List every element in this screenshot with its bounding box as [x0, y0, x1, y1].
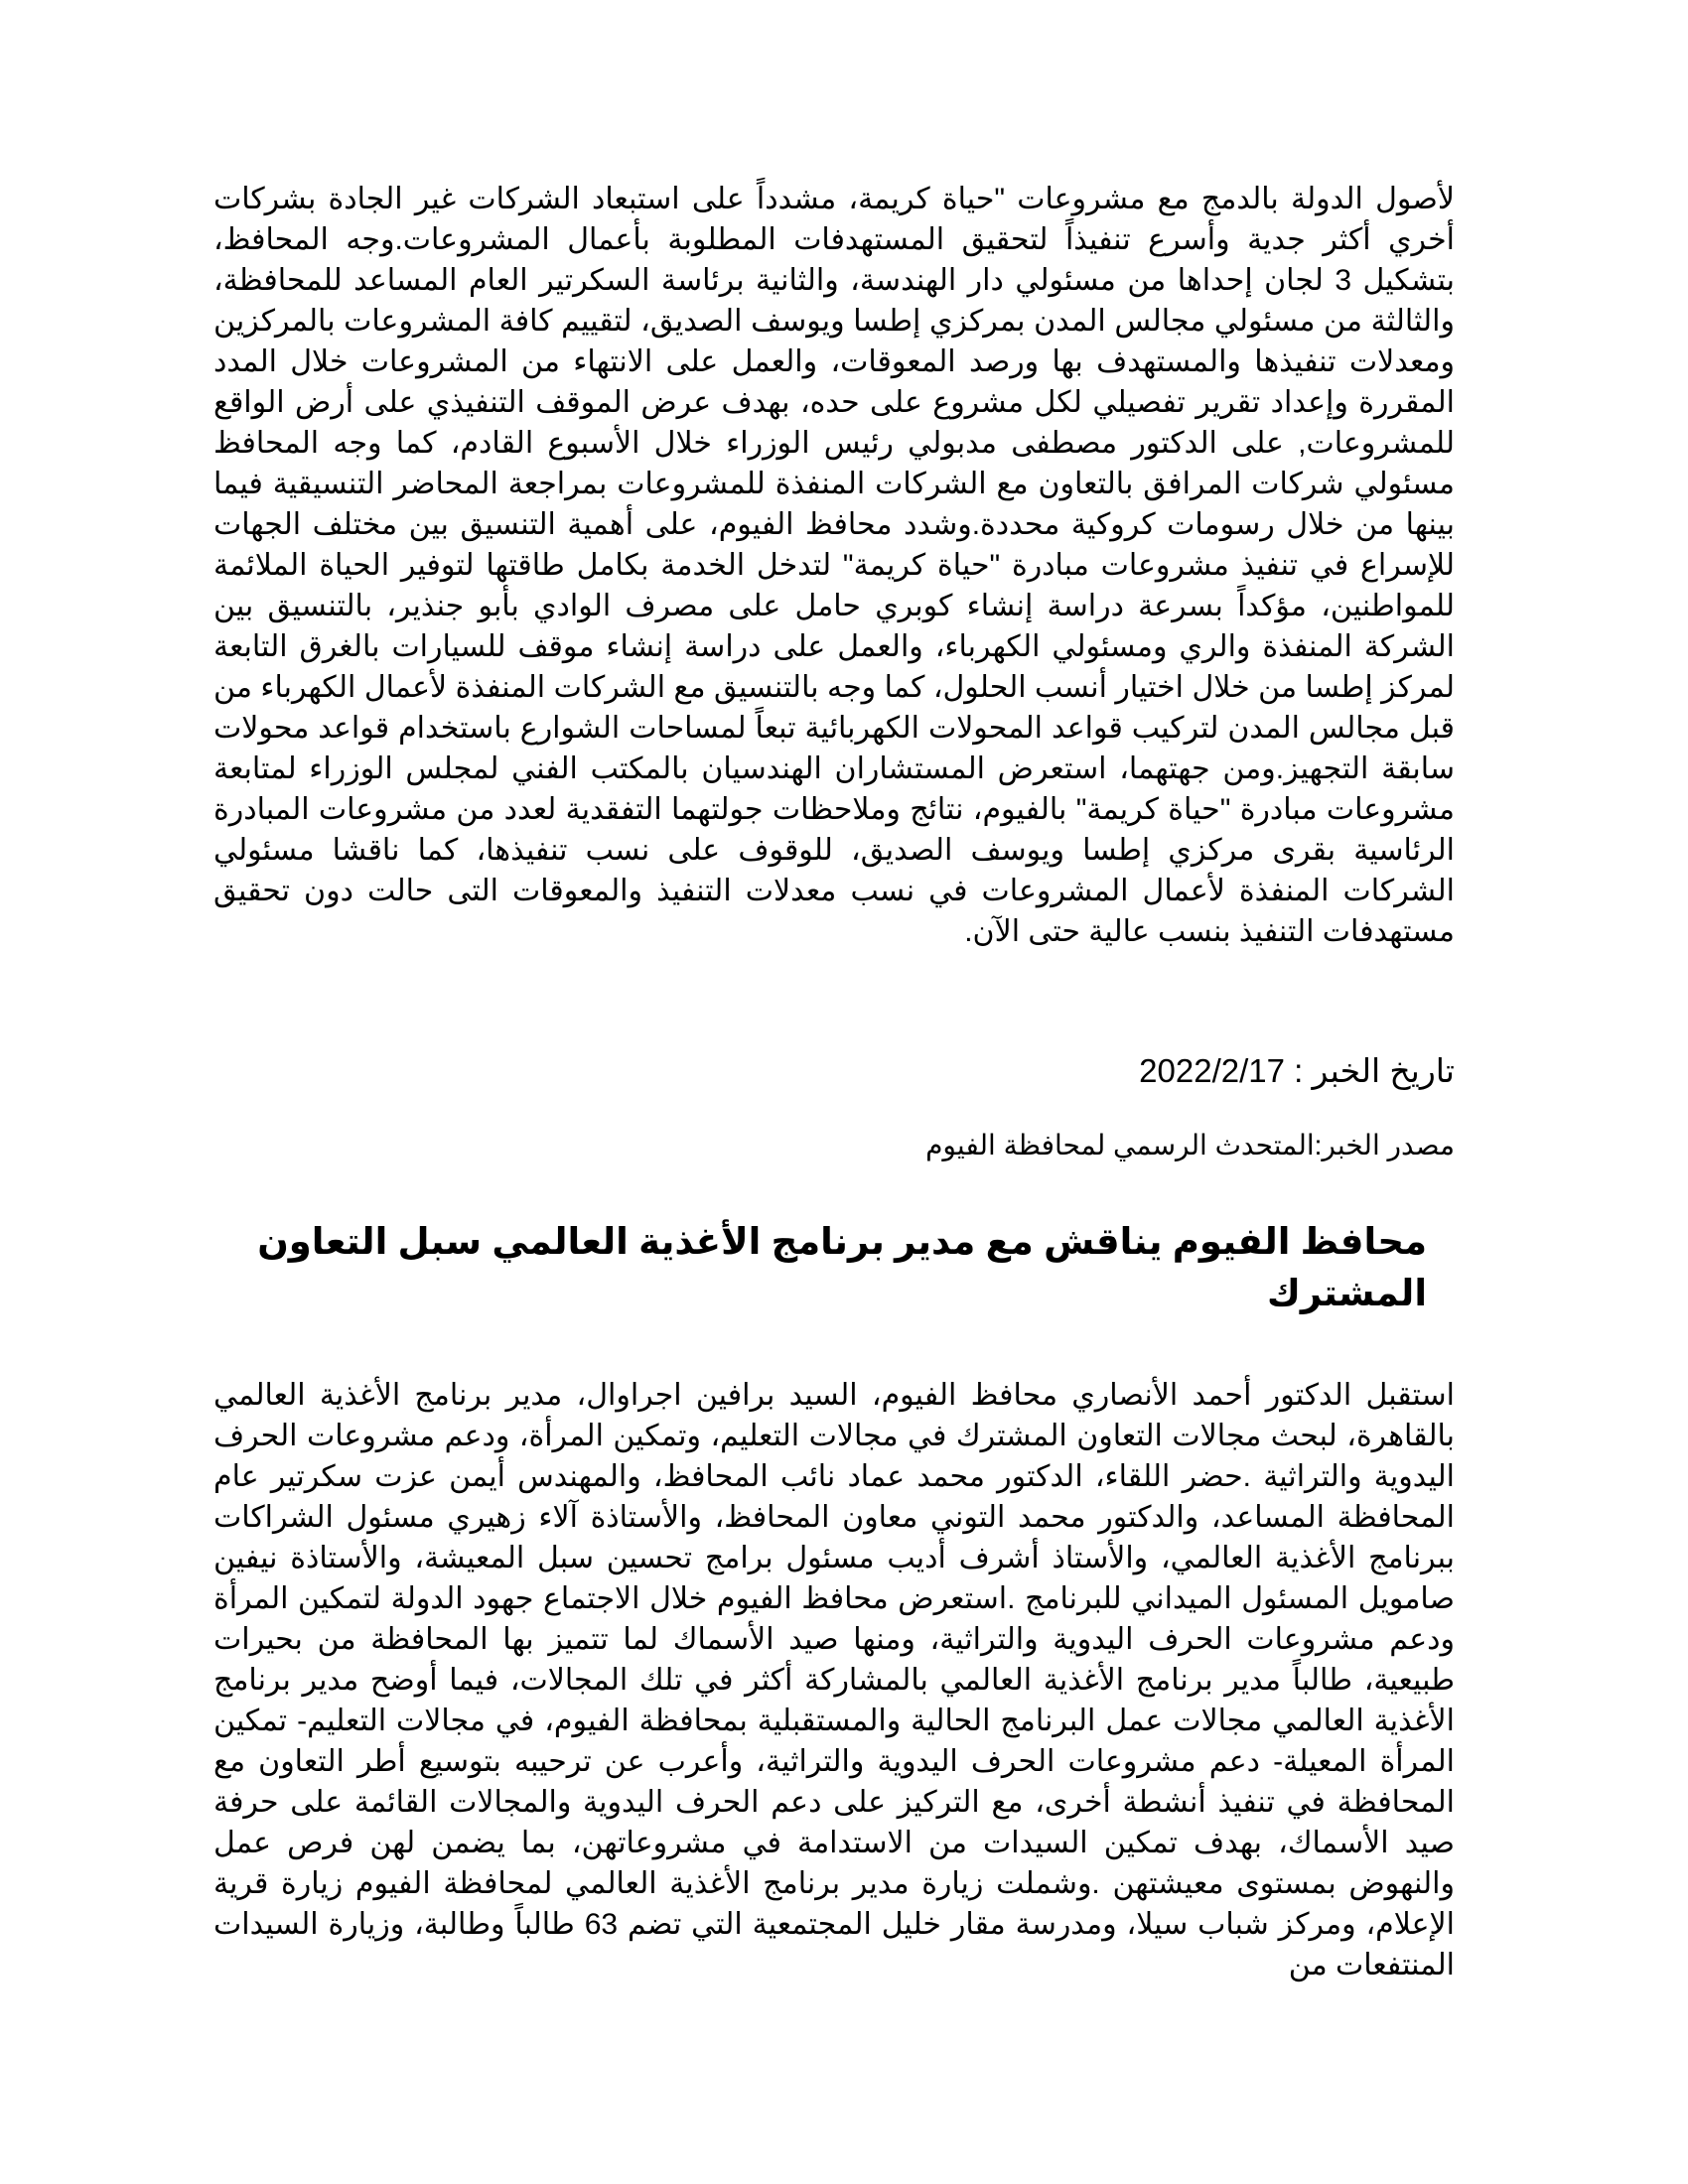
news-date: تاريخ الخبر : 2022/2/17	[1139, 1052, 1455, 1089]
article-2-body: استقبل الدكتور أحمد الأنصاري محافظ الفيوم، السيد برافين اجراوال، مدير برنامج الأغذية العالمي بالقاهرة، لبحث مجالات التعاون المشترك في مجالات التعليم، وتمكين المرأة، ودعم مشروعات الحرف اليدوية والتراثية .حضر اللقاء، الدكتور محمد عماد نائب المحافظ، والمهندس أيمن عزت سكرتير عام المحافظة المساعد، والدكتور محمد التوني معاون المحافظ، والأستاذة آلاء زهيري مسئول الشراكات ببرنامج الأغذية العالمي، والأستاذ أشرف أديب مسئول برامج تحسين سبل المعيشة، والأستاذة نيفين صامويل المسئول الميداني للبرنامج .استعرض محافظ الفيوم خلال الاجتماع جهود الدولة لتمكين المرأة ودعم مشروعات الحرف اليدوية والتراثية، ومنها صيد الأسماك لما تتميز بها المحافظة من بحيرات طبيعية، طالباً مدير برنامج الأغذية العالمي بالمشاركة أكثر في تلك المجالات، فيما أوضح مدير برنامج الأغذية العالمي مجالات عمل البرنامج الحالية والمستقبلية بمحافظة الفيوم، في مجالات التعليم- تمكين المرأة المعيلة- دعم مشروعات الحرف اليدوية والتراثية، وأعرب عن ترحيبه بتوسيع أطر التعاون مع المحافظة في تنفيذ أنشطة أخرى، مع التركيز على دعم الحرف اليدوية والمجالات القائمة على حرفة صيد الأسماك، بهدف تمكين السيدات من الاستدامة في مشروعاتهن، بما يضمن لهن فرص عمل والنهوض بمستوى معيشتهن .وشملت زيارة مدير برنامج الأغذية العالمي لمحافظة الفيوم زيارة قرية الإعلام، ومركز شباب سيلا، ومدرسة مقار خليل المجتمعية التي تضم 63 طالباً وطالبة، وزيارة السيدات المنتفعات من	[213, 1379, 1455, 1981]
news-source: مصدر الخبر:المتحدث الرسمي لمحافظة الفيوم	[925, 1130, 1455, 1160]
article-content	[213, 179, 1455, 1985]
article-1-body: لأصول الدولة بالدمج مع مشروعات "حياة كريمة، مشدداً على استبعاد الشركات غير الجادة بشركات أخري أكثر جدية وأسرع تنفيذاً لتحقيق المستهدفات المطلوبة بأعمال المشروعات.وجه المحافظ، بتشكيل 3 لجان إحداها من مسئولي دار الهندسة، والثانية برئاسة السكرتير العام المساعد للمحافظة، والثالثة من مسئولي مجالس المدن بمركزي إطسا ويوسف الصديق، لتقييم كافة المشروعات بالمركزين ومعدلات تنفيذها والمستهدف بها ورصد المعوقات، والعمل على الانتهاء من المشروعات خلال المدد المقررة وإعداد تقرير تفصيلي لكل مشروع على حده، بهدف عرض الموقف التنفيذي على أرض الواقع للمشروعات, على الدكتور مصطفى مدبولي رئيس الوزراء خلال الأسبوع القادم، كما وجه المحافظ مسئولي شركات المرافق بالتعاون مع الشركات المنفذة للمشروعات بمراجعة المحاضر التنسيقية فيما بينها من خلال رسومات كروكية محددة.وشدد محافظ الفيوم، على أهمية التنسيق بين مختلف الجهات للإسراع في تنفيذ مشروعات مبادرة "حياة كريمة" لتدخل الخدمة بكامل طاقتها لتوفير الحياة الملائمة للمواطنين، مؤكداً بسرعة دراسة إنشاء كوبري حامل على مصرف الوادي بأبو جنذير، بالتنسيق بين الشركة المنفذة والري ومسئولي الكهرباء، والعمل على دراسة إنشاء موقف للسيارات بالغرق التابعة لمركز إطسا من خلال اختيار أنسب الحلول، كما وجه بالتنسيق مع الشركات المنفذة لأعمال الكهرباء من قبل مجالس المدن لتركيب قواعد المحولات الكهربائية تبعاً لمساحات الشوارع باستخدام قواعد محولات سابقة التجهيز.ومن جهتهما، استعرض المستشاران الهندسيان بالمكتب الفني لمجلس الوزراء لمتابعة مشروعات مبادرة "حياة كريمة" بالفيوم، نتائج وملاحظات جولتهما التفقدية لعدد من مشروعات المبادرة الرئاسية بقرى مركزي إطسا ويوسف الصديق، للوقوف على نسب تنفيذها، كما ناقشا مسئولي الشركات المنفذة لأعمال المشروعات في نسب معدلات التنفيذ والمعوقات التى حالت دون تحقيق مستهدفات التنفيذ بنسب عالية حتى الآن.	[213, 183, 1456, 948]
article-2-headline: محافظ الفيوم يناقش مع مدير برنامج الأغذية العالمي سبل التعاون المشترك	[257, 1221, 1427, 1313]
